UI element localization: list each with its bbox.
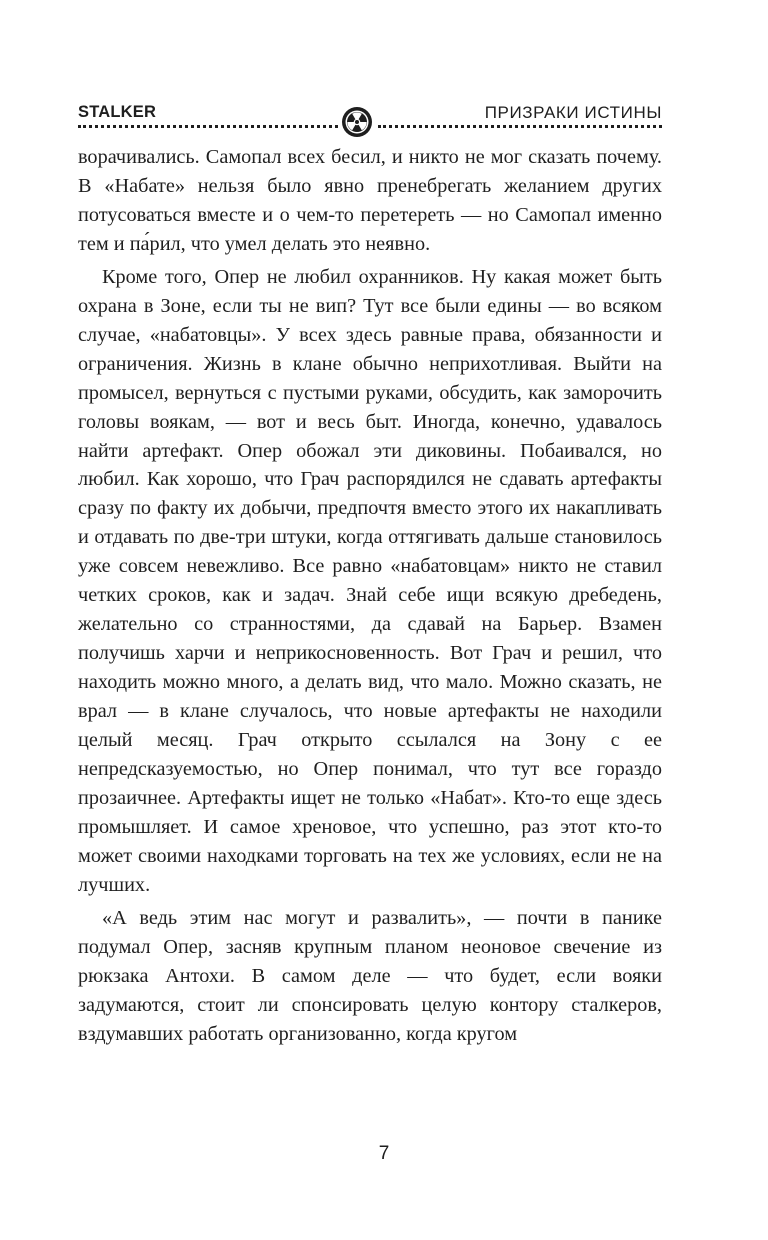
book-title: ПРИЗРАКИ ИСТИНЫ — [484, 103, 662, 122]
header-dotted-rule-right — [378, 125, 662, 128]
paragraph-3: «А ведь этим нас могут и развалить», — почти в панике подумал Опер, засняв крупным планом неоновое свечение из рюкзака Антохи. В самом деле — что будет, если вояки задумаются, стоит ли спонсировать целую контору сталкеров, вздумавших работать организованно, когда кругом — [78, 906, 662, 1045]
radiation-icon — [341, 106, 373, 138]
page-body — [78, 143, 662, 1049]
series-title: STALKER — [78, 103, 157, 121]
header-dotted-rule-left — [78, 125, 338, 128]
page-number: 7 — [378, 1143, 390, 1164]
paragraph-2: Кроме того, Опер не любил охранников. Ну какая может быть охрана в Зоне, если ты не вип? Тут все были едины — во всяком случае, «набатовцы». У всех здесь равные права, обязанности и ограничения. Жизнь в клане обычно неприхотливая. Выйти на промысел, вернуться с пустыми руками, обсудить, как заморочить головы воякам, — вот и весь быт. Иногда, конечно, удавалось найти артефакт. Опер обожал эти диковины. Побаивался, но любил. Как хорошо, что Грач распорядился не сдавать артефакты сразу по факту их добычи, предпочтя вместо этого их накапливать и отдавать по две-три штуки, когда оттягивать дальше становилось уже совсем невежливо. Все равно «набатовцам» никто не ставил четких сроков, как и задач. Знай себе ищи всякую дребедень, желательно со странностями, да сдавай на Барьер. Взамен получишь харчи и неприкосновенность. Вот Грач и решил, что находить можно много, а делать вид, что мало. Можно сказать, не врал — в клане случалось, что новые артефакты не находили целый месяц. Грач открыто ссылался на Зону с ее непредсказуемостью, но Опер понимал, что тут все гораздо прозаичнее. Артефакты ищет не только «Набат». Кто-то еще здесь промышляет. И самое хреновое, что успешно, раз этот кто-то может своими находками торговать на тех же условиях, если не на лучших. — [78, 265, 662, 896]
paragraph-1: ворачивались. Самопал всех бесил, и никто не мог сказать почему. В «Набате» нельзя было явно пренебрегать желанием других потусоваться вместе и о чем-то перетереть — но Самопал именно тем и па́рил, что умел делать это неявно. — [78, 146, 662, 255]
running-header — [78, 100, 662, 140]
